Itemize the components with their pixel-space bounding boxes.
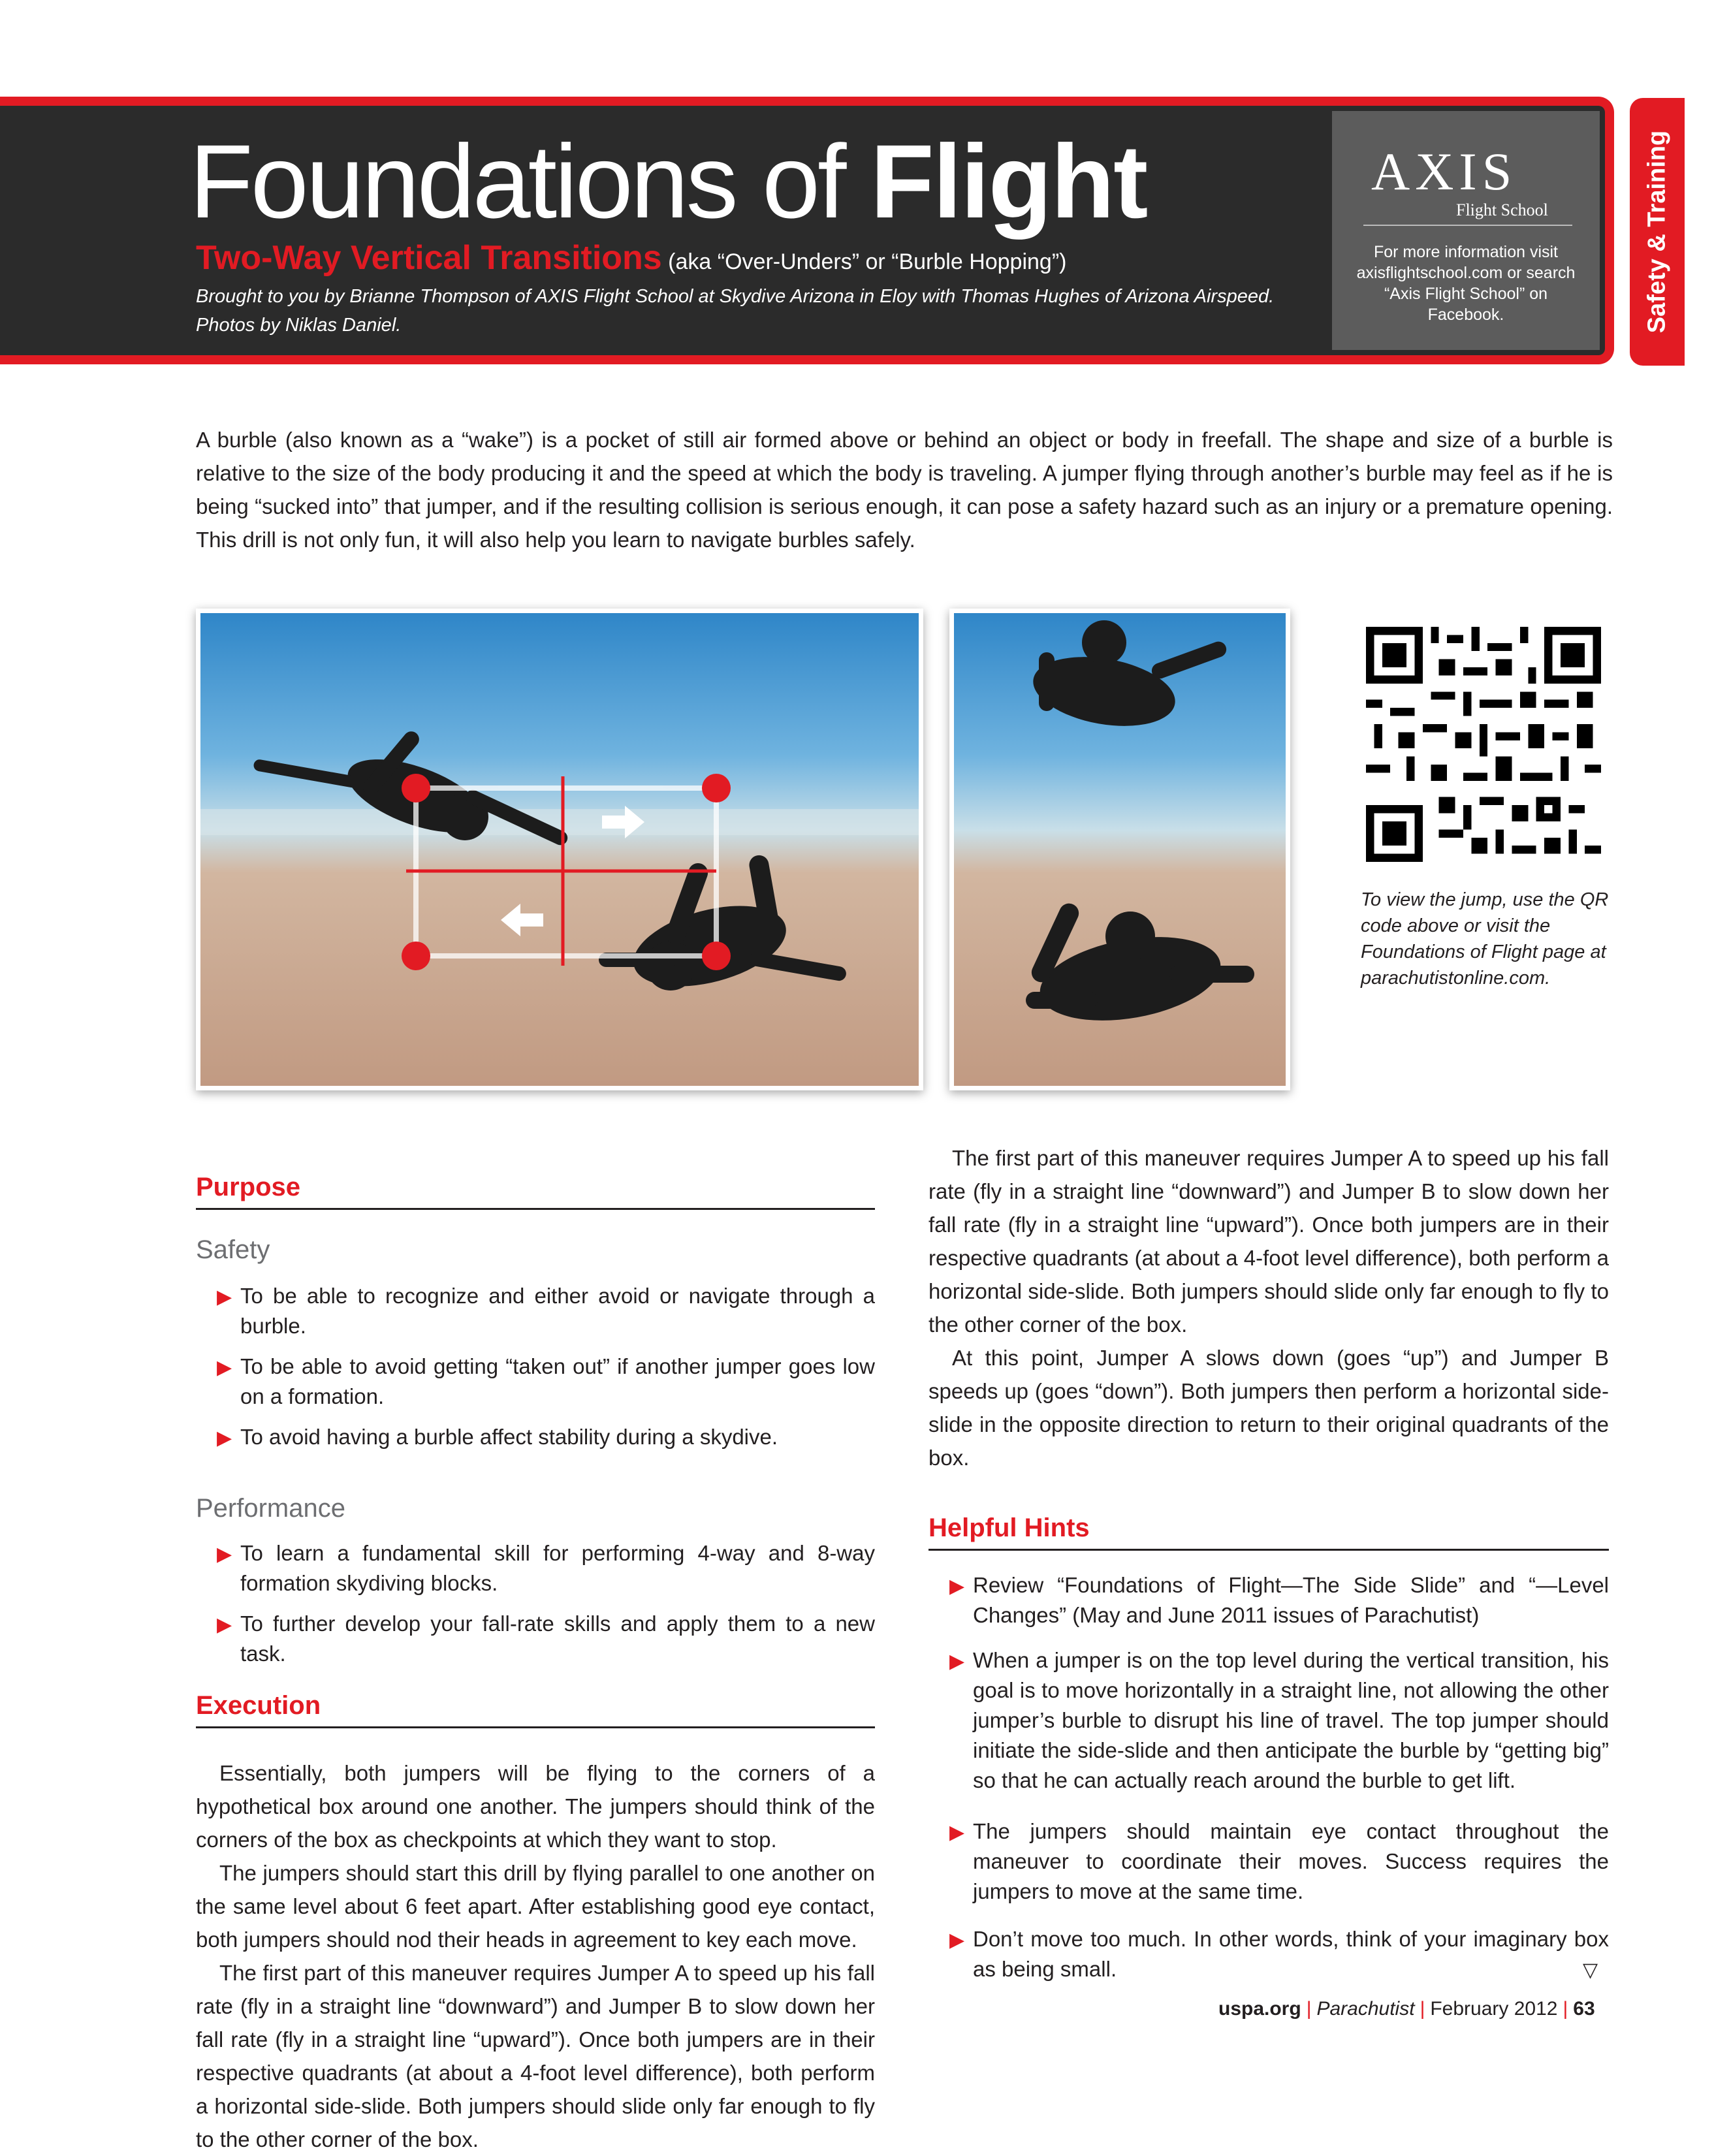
bullet-triangle-icon: ▶ xyxy=(217,1614,232,1636)
execution-paragraph: At this point, Jumper A slows down (goes “up”) and Jumper B speeds up (goes “down”). Both jumpers then perform a horizontal side-slide in the opposite direction to return to their original quadrants of the box. xyxy=(928,1346,1609,1470)
execution-heading: Execution xyxy=(196,1691,321,1720)
list-item: ▶ Don’t move too much. In other words, think of your imaginary box as being small. xyxy=(949,1927,1609,1981)
execution-rule xyxy=(196,1726,875,1728)
list-item: ▶ Review “Foundations of Flight—The Side Slide” and “—Level Changes” (May and June 2011 issues of Parachutist) xyxy=(949,1573,1609,1627)
divider xyxy=(1363,225,1572,226)
bullet-triangle-icon: ▶ xyxy=(949,1929,965,1951)
subtitle-aka: (aka “Over-Unders” or “Burble Hopping”) xyxy=(661,249,1067,274)
list-item: ▶ To be able to recognize and either avoid or navigate through a burble. xyxy=(217,1284,875,1338)
list-item: ▶ To learn a fundamental skill for performing 4-way and 8-way formation skydiving blocks. xyxy=(217,1541,875,1595)
end-mark-icon: ▽ xyxy=(1583,1959,1598,1981)
helpful-hints-heading: Helpful Hints xyxy=(928,1514,1090,1542)
axis-logo: AXIS xyxy=(1371,142,1517,201)
page-number: 63 xyxy=(1573,1998,1595,2020)
axis-logo-subtitle: Flight School xyxy=(1456,200,1548,219)
footer-site[interactable]: uspa.org xyxy=(1218,1998,1301,2020)
bullet-triangle-icon: ▶ xyxy=(949,1822,965,1843)
list-item: ▶ The jumpers should maintain eye contact throughout the maneuver to coordinate their moves. Success requires the jumpers to move at the same time. xyxy=(949,1819,1609,1903)
qr-caption: To view the jump, use the QR code above or visit the Foundations of Flight page at parachutistonline.com. xyxy=(1361,889,1609,989)
page-title: Foundations of Flight xyxy=(189,123,1147,240)
intro-paragraph: A burble (also known as a “wake”) is a pocket of still air formed above or behind an object or body in freefall. The shape and size of a burble is relative to the size of the body producing it and the speed at which the body is traveling. A jumper flying through another’s burble may feel as if he is being “sucked into” that jumper, and if the resulting collision is serious enough, it can pose a safety hazard such as an injury or a premature opening. This drill is not only fun, it will also help you learn to navigate burbles safely. xyxy=(196,428,1613,552)
list-item: ▶ When a jumper is on the top level during the vertical transition, his goal is to move horizontally in a straight line, not allowing the other jumper’s burble to disrupt his line of travel. The top jumper should initiate the side-slide and then anticipate the burble by “getting big” so that he can actually reach around the burble to get lift. xyxy=(949,1648,1609,1792)
footer-magazine: Parachutist xyxy=(1316,1998,1415,2020)
qr-code[interactable] xyxy=(1366,627,1601,862)
safety-subheading: Safety xyxy=(196,1235,270,1264)
hints-rule xyxy=(928,1549,1609,1551)
list-item: ▶ To be able to avoid getting “taken out” if another jumper goes low on a formation. xyxy=(217,1354,875,1408)
skydivers-photo xyxy=(949,609,1290,1090)
purpose-rule xyxy=(196,1208,875,1210)
section-tab: Safety & Training xyxy=(1630,98,1685,366)
execution-paragraph: The first part of this maneuver requires Jumper A to speed up his fall rate (fly in a straight line “downward”) and Jumper B to slow down her fall rate (fly in a straight line “upward”). Once both jumpers are in their respective quadrants (at about a 4-foot level difference), both perform a horizontal side-slide. Both jumpers should slide only far enough to fly to the other corner of the box. xyxy=(196,1961,875,2151)
bullet-triangle-icon: ▶ xyxy=(217,1357,232,1378)
footer-date: February 2012 xyxy=(1430,1998,1558,2020)
bullet-triangle-icon: ▶ xyxy=(949,1651,965,1672)
bullet-triangle-icon: ▶ xyxy=(217,1286,232,1308)
skydivers-photo-diagram xyxy=(196,609,923,1090)
bullet-triangle-icon: ▶ xyxy=(949,1576,965,1597)
performance-subheading: Performance xyxy=(196,1494,345,1523)
bullet-triangle-icon: ▶ xyxy=(217,1544,232,1565)
bullet-triangle-icon: ▶ xyxy=(217,1427,232,1449)
axis-info-text: For more information visit axisflightschool.com or search “Axis Flight School” on Facebook. xyxy=(1356,243,1576,324)
purpose-heading: Purpose xyxy=(196,1173,301,1201)
list-item: ▶ To further develop your fall-rate skills and apply them to a new task. xyxy=(217,1611,875,1666)
execution-paragraph-continued: The first part of this maneuver requires Jumper A to speed up his fall rate (fly in a straight line “downward”) and Jumper B to slow down her fall rate (fly in a straight line “upward”). Once both jumpers are in their respective quadrants (at about a 4-foot level difference), both perform a horizontal side-slide. Both jumpers should slide only far enough to fly to the other corner of the box. xyxy=(928,1146,1609,1337)
page-footer: uspa.org | Parachutist | February 2012 | 63 xyxy=(1218,1998,1595,2020)
article-subtitle: Two-Way Vertical Transitions (aka “Over-Unders” or “Burble Hopping”) xyxy=(196,239,1067,277)
axis-logo-box xyxy=(1332,111,1600,350)
execution-paragraph: Essentially, both jumpers will be flying to the corners of a hypothetical box around one another. The jumpers should think of the corners of the box as checkpoints at which they want to stop. xyxy=(196,1761,875,1852)
execution-paragraph: The jumpers should start this drill by flying parallel to one another on the same level about 6 feet apart. After establishing good eye contact, both jumpers should nod their heads in agreement to key each move. xyxy=(196,1861,875,1952)
byline: Brought to you by Brianne Thompson of AXIS Flight School at Skydive Arizona in Eloy with Thomas Hughes of Arizona Airspeed. Photos by Niklas Daniel. xyxy=(196,286,1275,336)
list-item: ▶ To avoid having a burble affect stability during a skydive. xyxy=(240,1422,875,1452)
